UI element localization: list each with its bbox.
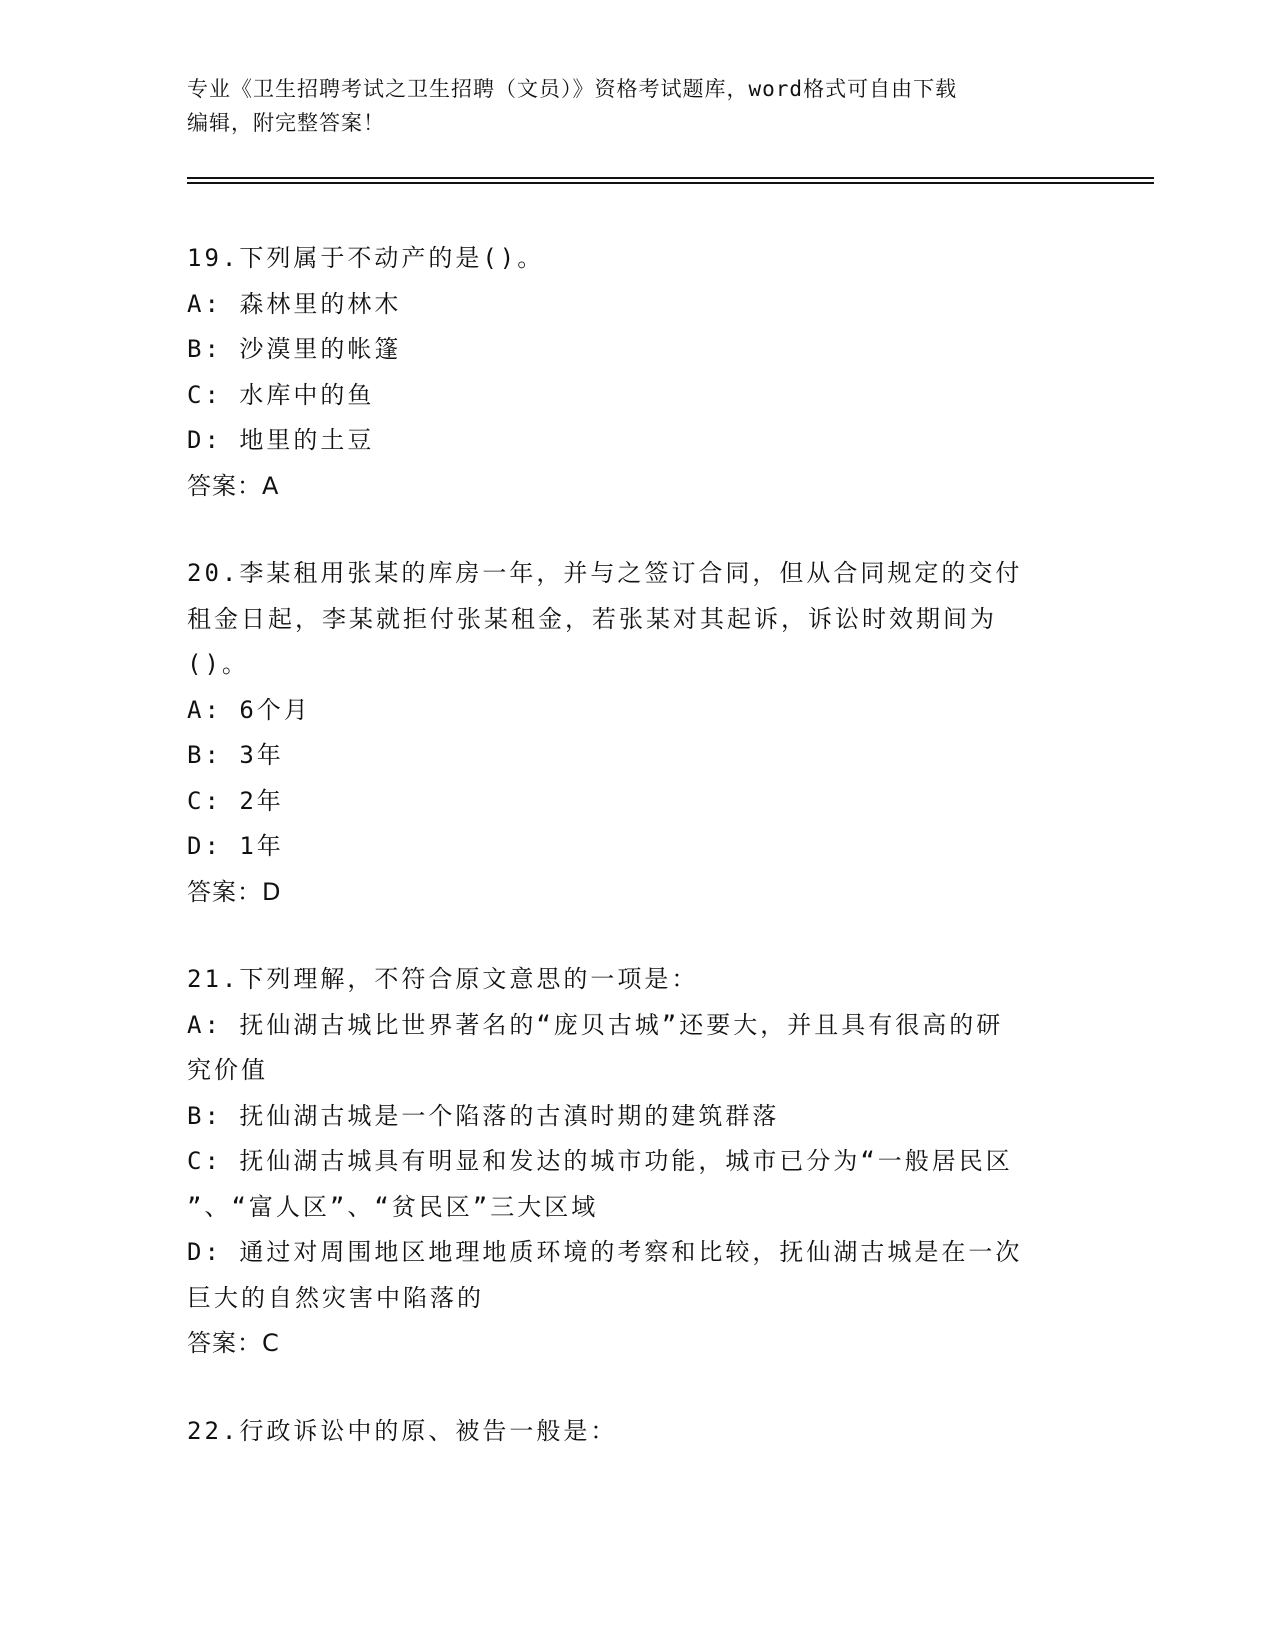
option-d: D: 地里的土豆 bbox=[187, 426, 375, 454]
option-a: A: 6个月 bbox=[187, 695, 311, 724]
answer: 答案：D bbox=[187, 877, 282, 906]
document-header bbox=[187, 72, 1087, 140]
option-b: B: 抚仙湖古城是一个陷落的古滇时期的建筑群落 bbox=[187, 1101, 780, 1130]
question-text: 20.李某租用张某的库房一年，并与之签订合同，但从合同规定的交付 bbox=[187, 559, 1023, 587]
question-list bbox=[187, 236, 1087, 1496]
option-c: C: 2年 bbox=[187, 786, 284, 815]
header-divider-top bbox=[187, 177, 1154, 179]
header-line-2: 编辑，附完整答案！ bbox=[187, 111, 385, 135]
answer: 答案：A bbox=[187, 471, 280, 500]
question-21 bbox=[187, 957, 1087, 1367]
option-a-continued: 究价值 bbox=[187, 1056, 268, 1084]
question-text: 21.下列理解，不符合原文意思的一项是： bbox=[187, 965, 699, 993]
header-divider-bottom bbox=[187, 182, 1154, 184]
option-d: D: 1年 bbox=[187, 832, 284, 860]
option-a: A: 抚仙湖古城比世界著名的“庞贝古城”还要大，并且具有很高的研 bbox=[187, 1010, 1004, 1039]
header-line-1: 专业《卫生招聘考试之卫生招聘（文员）》资格考试题库，word格式可自由下载 bbox=[187, 77, 958, 101]
question-19 bbox=[187, 236, 1087, 509]
option-b: B: 3年 bbox=[187, 741, 284, 769]
option-c: C: 水库中的鱼 bbox=[187, 380, 375, 409]
option-c: C: 抚仙湖古城具有明显和发达的城市功能，城市已分为“一般居民区 bbox=[187, 1147, 1013, 1175]
option-c-continued: ”、“富人区”、“贫民区”三大区域 bbox=[187, 1192, 599, 1221]
question-22 bbox=[187, 1409, 1087, 1455]
question-text: 19.下列属于不动产的是()。 bbox=[187, 244, 545, 272]
question-text: 22.行政诉讼中的原、被告一般是： bbox=[187, 1416, 618, 1445]
option-b: B: 沙漠里的帐篷 bbox=[187, 335, 402, 363]
option-a: A: 森林里的林木 bbox=[187, 289, 402, 318]
question-20 bbox=[187, 551, 1087, 915]
question-text: ()。 bbox=[187, 650, 249, 678]
option-d-continued: 巨大的自然灾害中陷落的 bbox=[187, 1283, 484, 1312]
answer: 答案：C bbox=[187, 1329, 280, 1357]
option-d: D: 通过对周围地区地理地质环境的考察和比较，抚仙湖古城是在一次 bbox=[187, 1238, 1023, 1266]
question-text: 租金日起，李某就拒付张某租金，若张某对其起诉，诉讼时效期间为 bbox=[187, 604, 997, 633]
